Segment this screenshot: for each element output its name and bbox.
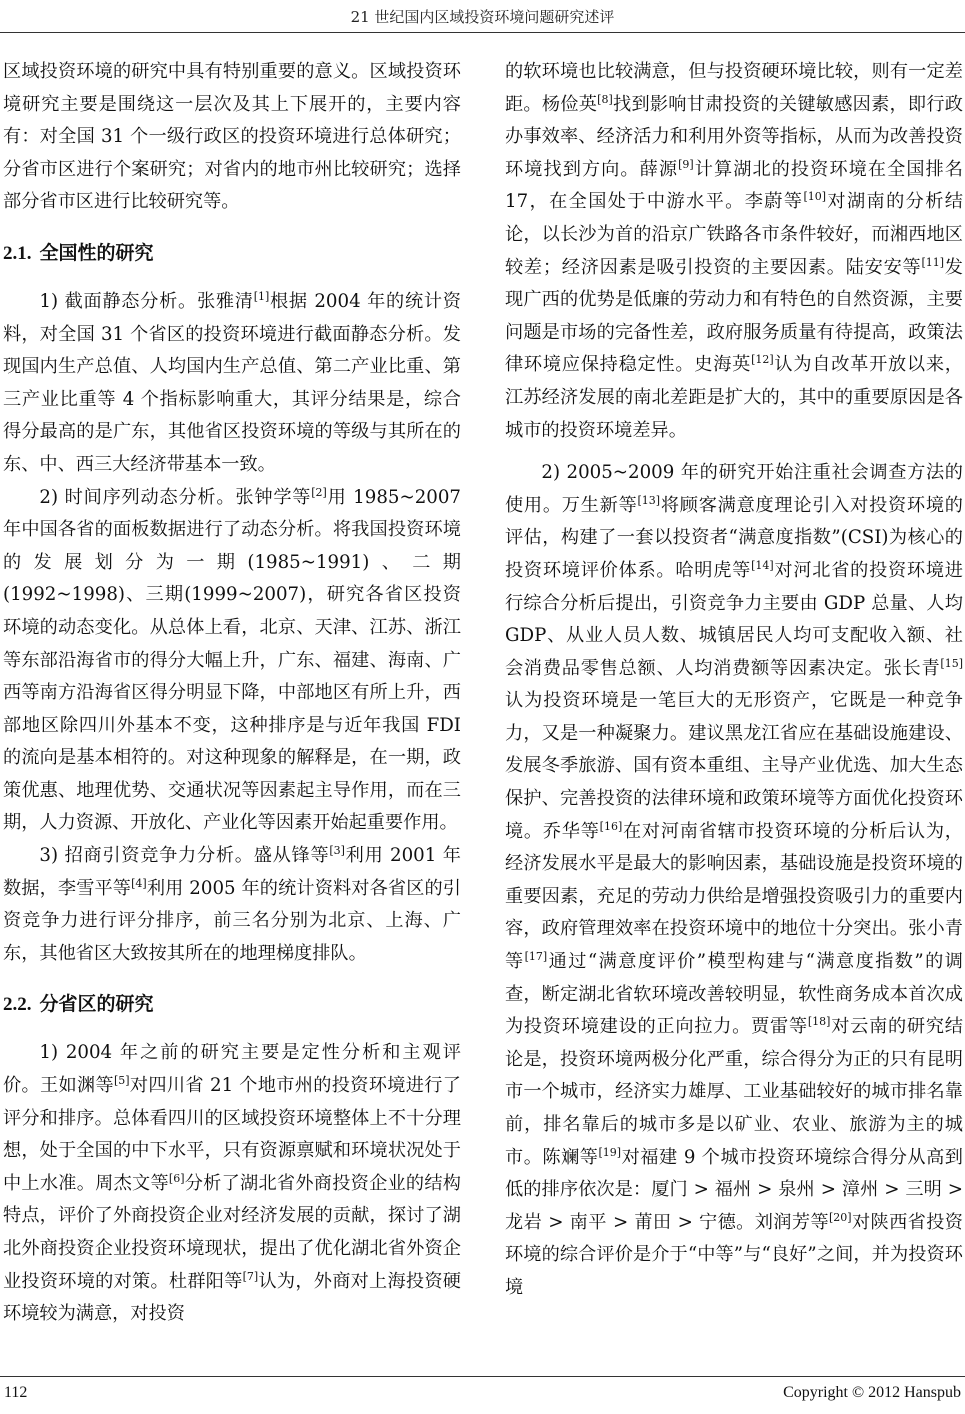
paragraph-investment-competitiveness: [3, 840, 461, 970]
text-run: 认为自改革开放以来，江苏经济发展的南北差距是扩大的，其中的重要原因是各城市的投资环境差异。: [505, 354, 963, 441]
text-run: 对四川省 21 个地市州的投资环境进行了评分和排序。总体看四川的区域投资环境整体上不十分理想，处于全国的中下水平，只有资源禀赋和环境状况处于中上水准。周杰文等: [3, 1075, 461, 1194]
section-heading-2-1: [3, 237, 461, 270]
text-run: 对河北省的投资环境进行综合分析后提出，引资竞争力主要由 GDP 总量、人均 GDP、从业人员人数、城镇居民人均可支配收入额、社会消费品零售总额、人均消费额等因素决定。张长青: [505, 559, 963, 679]
citation-ref: [19]: [598, 1145, 622, 1159]
text-run: 认为，外商对上海投资硬环境较为满意，对投资: [3, 1270, 461, 1325]
text-run: 对福建 9 个城市投资环境综合得分从高到低的排序依次是：厦门 > 福州 > 泉州 > 漳州 > 三明 > 龙岩 > 南平 > 莆田 > 宁德。刘润芳等: [505, 1146, 963, 1233]
citation-ref: [7]: [242, 1269, 259, 1283]
text-run: 认为投资环境是一笔巨大的无形资产，它既是一种竞争力，又是一种凝聚力。建议黑龙江省应在基础设施建设、发展冬季旅游、国有资本重组、主导产业优选、加大生态保护、完善投资的法律环境和政策环境等方面优化投资环境。乔华等: [505, 690, 963, 842]
text-run: 1) 截面静态分析。张雅清: [39, 290, 254, 312]
text-run: 1) 2004 年之前的研究主要是定性分析和主观评价。王如渊等: [3, 1042, 461, 1097]
text-run: 在对河南省辖市投资环境的分析后认为，经济发展水平是最大的影响因素，基础设施是投资环境的重要因素，充足的劳动力供给是增强投资吸引力的重要内容，政府管理效率在投资环境中的地位十分突出。张小青等: [505, 820, 963, 973]
text-run: 分析了湖北省外商投资企业的结构特点，评价了外商投资企业对经济发展的贡献，探讨了湖北外商投资企业投资环境现状，提出了优化湖北省外资企业投资环境的对策。杜群阳等: [3, 1172, 461, 1292]
text-run: 发现广西的优势是低廉的劳动力和有特色的自然资源，主要问题是市场的完备性差，政府服务质量有待提高，政策法律环境应保持稳定性。史海英: [505, 256, 963, 376]
header-rule: [0, 32, 965, 33]
text-run: 找到影响甘肃投资的关键敏感因素，即行政办事效率、经济活力和利用外资等指标，从而为改善投资环境找到方向。薛源: [505, 93, 963, 180]
section-heading-2-2: [3, 988, 461, 1021]
citation-ref: [12]: [751, 353, 774, 367]
text-run: 2) 2005~2009 年的研究开始注重社会调查方法的使用。万生新等: [505, 462, 963, 516]
citation-ref: [3]: [329, 844, 345, 857]
citation-ref: [10]: [803, 190, 827, 204]
copyright-notice: Copyright © 2012 Hanspub: [783, 1384, 961, 1401]
paragraph-cross-section: [3, 286, 461, 482]
section-title: 分省区的研究: [39, 993, 154, 1016]
citation-ref: [13]: [637, 493, 661, 507]
section-title: 全国性的研究: [39, 241, 154, 264]
text-run: 2) 时间序列动态分析。张钟学等: [39, 486, 312, 508]
citation-ref: [18]: [807, 1015, 831, 1029]
text-run: 对湖南的分析结论，以长沙为首的沿京广铁路各市条件较好，而湘西地区较差；经济因素是吸引投资的主要因素。陆安安等: [505, 191, 963, 278]
text-run: 3) 招商引资竞争力分析。盛从锋等: [39, 845, 330, 867]
text-run: 对云南的研究结论是，投资环境两极分化严重，综合得分为正的只有昆明市一个城市，经济实力雄厚、工业基础较好的城市排名靠前，排名靠后的城市多是以矿业、农业、旅游为主的城市。陈斓等: [505, 1016, 963, 1168]
page-number: 112: [4, 1384, 28, 1401]
citation-ref: [6]: [168, 1171, 185, 1185]
text-run: 利用 2005 年的统计资料对各省区的引资竞争力进行评分排序，前三名分别为北京、上海、广东，其他省区大致按其所在的地理梯度排队。: [3, 877, 461, 964]
intro-paragraph: 区域投资环境的研究中具有特别重要的意义。区域投资环境研究主要是围绕这一层次及其上下展开的，主要内容有：对全国 31 个一级行政区的投资环境进行总体研究；分省市区进行个案研究；对省内的地市州比较研究；选择部分省市区进行比较研究等。: [3, 61, 461, 213]
citation-ref: [14]: [751, 558, 774, 572]
paragraph-continuation: [505, 56, 963, 447]
citation-ref: [11]: [921, 255, 945, 269]
citation-ref: [16]: [599, 819, 623, 833]
citation-ref: [4]: [131, 876, 147, 890]
text-run: 用 1985~2007 年中国各省的面板数据进行了动态分析。将我国投资环境的发展划分为一期(1985~1991)、二期(1992~1998)、三期(1999~2007)，研究各省区投资环境的动态变化。从总体上看，北京、天津、江苏、浙江等东部沿海省市的得分大幅上升，广东、福建、海南、广西等南方沿海省区得分明显下降，中部地区有所上升，西部地区除四川外基本不变，这种排序是与近年我国 FDI 的流向是基本相符的。对这种现象的解释是，在一期，政策优惠、地理优势、交通状况等因素起主导作用，而在三期，人力资源、开放化、产业化等因素开始起重要作用。: [3, 486, 461, 834]
citation-ref: [15]: [940, 656, 963, 670]
right-column: [505, 56, 963, 1305]
text-run: 对陕西省投资环境的综合评价是介于“中等”与“良好”之间，并为投资环境: [505, 1211, 963, 1298]
text-run: 的软环境也比较满意，但与投资硬环境比较，则有一定差距。杨俭英: [505, 61, 963, 115]
running-head: 21 世纪国内区域投资环境问题研究述评: [350, 8, 615, 26]
text-run: 将顾客满意度理论引入对投资环境的评估，构建了一套以投资者“满意度指数”(CSI)为核心的投资环境评价体系。哈明虎等: [505, 494, 963, 581]
text-run: 利用 2001 年数据，李雪平等: [3, 845, 461, 899]
paragraph-time-series: [3, 482, 461, 841]
section-number: 2.1.: [3, 242, 32, 264]
paragraph-pre-2004: [3, 1037, 461, 1330]
text-run: 计算湖北的投资环境在全国排名 17，在全国处于中游水平。李蔚等: [505, 158, 963, 213]
citation-ref: [9]: [678, 157, 694, 171]
text-run: 根据 2004 年的统计资料，对全国 31 个省区的投资环境进行截面静态分析。发现国内生产总值、人均国内生产总值、第二产业比重、第三产业比重等 4 个指标影响重大，其评分结果是，综合得分最高的是广东，其他省区投资环境的等级与其所在的东、中、西三大经济带基本一致。: [3, 290, 461, 475]
citation-ref: [17]: [524, 949, 548, 963]
citation-ref: [1]: [253, 289, 270, 303]
citation-ref: [8]: [597, 92, 613, 106]
left-column: [3, 56, 461, 1331]
citation-ref: [5]: [114, 1073, 130, 1087]
citation-ref: [2]: [311, 485, 327, 499]
text-run: 通过“满意度评价”模型构建与“满意度指数”的调查，断定湖北省软环境改善较明显，软性商务成本首次成为投资环境建设的正向拉力。贾雷等: [505, 951, 963, 1038]
footer-rule: [0, 1376, 965, 1377]
citation-ref: [20]: [829, 1210, 852, 1224]
paragraph-2005-2009: [505, 457, 963, 1304]
section-number: 2.2.: [3, 994, 32, 1016]
